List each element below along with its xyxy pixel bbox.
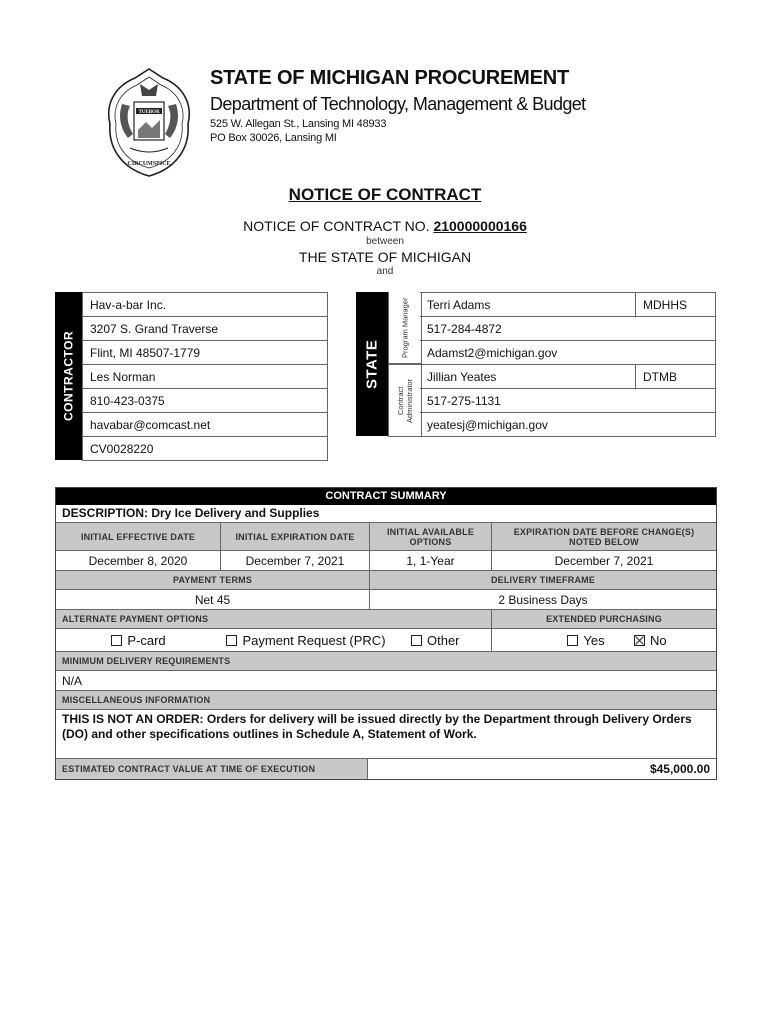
party-name: THE STATE OF MICHIGAN bbox=[298, 249, 472, 265]
min-delivery-value: N/A bbox=[62, 673, 83, 688]
initial-available-options-label: INITIAL AVAILABLE OPTIONS bbox=[369, 523, 491, 550]
contractor-contact: Les Norman bbox=[83, 365, 328, 389]
notice-title: NOTICE OF CONTRACT bbox=[288, 185, 482, 204]
state-table bbox=[420, 292, 716, 437]
contractor-street: 3207 S. Grand Traverse bbox=[83, 317, 328, 341]
contract-number-label: NOTICE OF CONTRACT NO. bbox=[243, 218, 430, 234]
initial-expiration-date-label: INITIAL EXPIRATION DATE bbox=[220, 523, 369, 550]
no-checkbox-checked[interactable] bbox=[634, 635, 645, 646]
contract-summary-heading: CONTRACT SUMMARY bbox=[56, 488, 716, 505]
svg-text:CIRCUMSPICE: CIRCUMSPICE bbox=[127, 161, 171, 167]
between-label: between bbox=[366, 236, 404, 247]
contract-administrator-label: Contract Administrator bbox=[388, 364, 422, 437]
option-payment-request[interactable]: Payment Request (PRC) bbox=[201, 633, 411, 648]
contractor-name: Hav-a-bar Inc. bbox=[83, 293, 328, 317]
program-manager-label: Program Manager bbox=[388, 292, 422, 364]
alternate-payment-options-label: ALTERNATE PAYMENT OPTIONS bbox=[62, 614, 209, 624]
initial-effective-date: December 8, 2020 bbox=[88, 553, 188, 568]
option-yes[interactable]: Yes bbox=[538, 633, 634, 648]
option-no[interactable]: No bbox=[634, 633, 667, 648]
contract-number: 210000000166 bbox=[433, 218, 527, 234]
option-other[interactable]: Other bbox=[411, 633, 460, 648]
misc-info-label: MISCELLANEOUS INFORMATION bbox=[62, 695, 211, 705]
estimated-value-label: ESTIMATED CONTRACT VALUE AT TIME OF EXECUTION bbox=[56, 759, 367, 779]
yes-checkbox[interactable] bbox=[567, 635, 578, 646]
contractor-side-label: CONTRACTOR bbox=[55, 292, 82, 460]
other-checkbox[interactable] bbox=[411, 635, 422, 646]
program-manager-email: Adamst2@michigan.gov bbox=[420, 341, 716, 365]
contract-summary bbox=[55, 487, 717, 780]
min-delivery-label: MINIMUM DELIVERY REQUIREMENTS bbox=[62, 656, 231, 666]
program-manager-phone: 517-284-4872 bbox=[420, 317, 716, 341]
contractor-phone: 810-423-0375 bbox=[83, 389, 328, 413]
contractor-vendor-id: CV0028220 bbox=[90, 441, 154, 456]
delivery-timeframe: 2 Business Days bbox=[369, 590, 716, 609]
estimated-value: $45,000.00 bbox=[367, 759, 716, 779]
delivery-timeframe-label: DELIVERY TIMEFRAME bbox=[369, 571, 716, 589]
initial-expiration-date: December 7, 2021 bbox=[220, 551, 369, 570]
expiration-before-change-label: EXPIRATION DATE BEFORE CHANGE(S) NOTED BELOW bbox=[491, 523, 716, 550]
page-title: STATE OF MICHIGAN PROCUREMENT bbox=[210, 67, 570, 89]
svg-text:TUEBOR: TUEBOR bbox=[138, 110, 160, 115]
contract-admin-name: Jillian Yeates bbox=[420, 365, 636, 389]
contract-admin-agency: DTMB bbox=[636, 365, 716, 389]
extended-purchasing-label: EXTENDED PURCHASING bbox=[491, 610, 716, 628]
contractor-city: Flint, MI 48507-1779 bbox=[83, 341, 328, 365]
department-name: Department of Technology, Management & Budget bbox=[210, 94, 586, 114]
contract-admin-phone: 517-275-1131 bbox=[420, 389, 716, 413]
initial-effective-date-label: INITIAL EFFECTIVE DATE bbox=[80, 531, 196, 542]
address-line-2: PO Box 30026, Lansing MI bbox=[210, 132, 337, 144]
pcard-checkbox[interactable] bbox=[111, 635, 122, 646]
prc-checkbox[interactable] bbox=[226, 635, 237, 646]
payment-terms: Net 45 bbox=[194, 592, 231, 607]
payment-terms-label: PAYMENT TERMS bbox=[172, 575, 253, 585]
expiration-before-change: December 7, 2021 bbox=[491, 551, 716, 570]
misc-info-text: THIS IS NOT AN ORDER: Orders for delivery will be issued directly by the Department through Delivery Orders (DO) and other specifications outlines in Schedule A, Statement of Work. bbox=[62, 712, 692, 741]
program-manager-agency: MDHHS bbox=[636, 293, 716, 317]
description: DESCRIPTION: Dry Ice Delivery and Supplies bbox=[62, 506, 320, 520]
contractor-table bbox=[82, 292, 328, 461]
state-seal-icon bbox=[100, 64, 198, 182]
option-pcard[interactable]: P-card bbox=[76, 633, 201, 648]
contractor-email: havabar@comcast.net bbox=[83, 413, 328, 437]
address-line-1: 525 W. Allegan St., Lansing MI 48933 bbox=[210, 118, 387, 130]
initial-available-options: 1, 1-Year bbox=[369, 551, 491, 570]
contract-admin-email: yeatesj@michigan.gov bbox=[427, 417, 548, 432]
and-label: and bbox=[376, 266, 394, 277]
contract-number-line bbox=[0, 218, 770, 234]
program-manager-name: Terri Adams bbox=[420, 293, 636, 317]
state-side-label: STATE bbox=[356, 292, 388, 436]
